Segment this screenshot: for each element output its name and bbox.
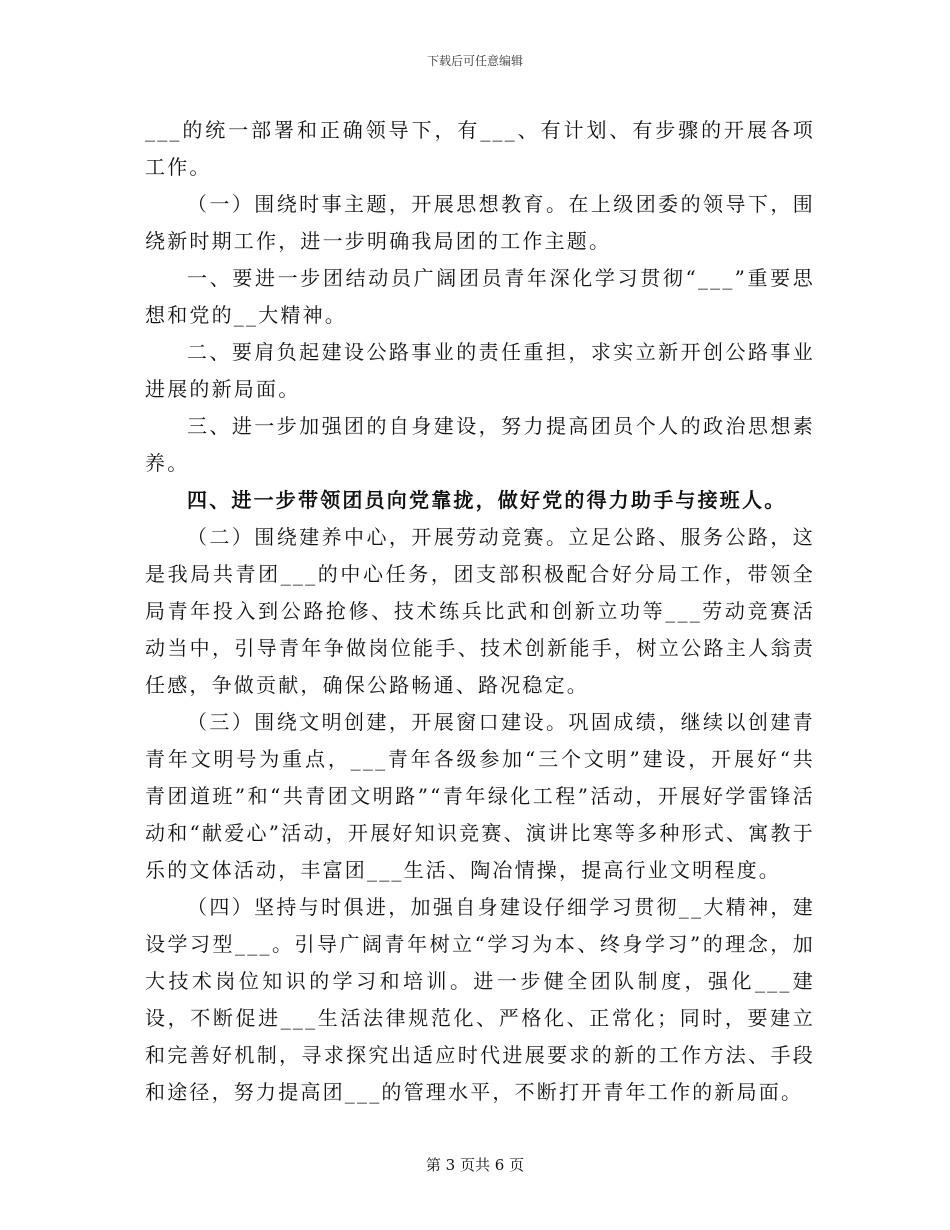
paragraph-section-3: （三）围绕文明创建，开展窗口建设。巩固成绩，继续以创建青青年文明号为重点，___青年各级参加“三个文明”建设，开展好“共青团道班”和“共青团文明路”“青年绿化工程”活动，开展好学雷锋活动和“献爱心”活动，开展好知识竞赛、演讲比寒等多种形式、寓教于乐的文体活动，丰富团___生活、陶冶情操，提高行业文明程度。 bbox=[145, 710, 815, 882]
document-body bbox=[145, 112, 815, 1111]
page-footer: 第 3 页共 6 页 bbox=[425, 1156, 525, 1174]
paragraph-item-3: 三、进一步加强团的自身建设，努力提高团员个人的政治思想素养。 bbox=[145, 414, 815, 475]
paragraph-item-4-bold: 四、进一步带领团员向党靠拢，做好党的得力助手与接班人。 bbox=[187, 488, 787, 512]
paragraph-section-2: （二）围绕建养中心，开展劳动竞赛。立足公路、服务公路，这是我局共青团___的中心任务，团支部积极配合好分局工作，带领全局青年投入到公路抢修、技术练兵比武和创新立功等___劳动竞赛活动当中，引导青年争做岗位能手、技术创新能手，树立公路主人翁责任感，争做贡献，确保公路畅通、路况稳定。 bbox=[145, 525, 815, 697]
paragraph-item-1: 一、要进一步团结动员广阔团员青年深化学习贯彻“___”重要思想和党的__大精神。 bbox=[145, 266, 815, 327]
paragraph-section-4: （四）坚持与时俱进，加强自身建设仔细学习贯彻__大精神，建设学习型___。引导广阔青年树立“学习为本、终身学习”的理念，加大技术岗位知识的学习和培训。进一步健全团队制度，强化___建设，不断促进___生活法律规范化、严格化、正常化；同时，要建立和完善好机制，寻求探究出适应时代进展要求的新的工作方法、手段和途径，努力提高团___的管理水平，不断打开青年工作的新局面。 bbox=[145, 895, 815, 1104]
paragraph-section-1: （一）围绕时事主题，开展思想教育。在上级团委的领导下，围绕新时期工作，进一步明确我局团的工作主题。 bbox=[145, 192, 815, 253]
page-header: 下载后可任意编辑 bbox=[426, 54, 523, 68]
paragraph-continuation: ___的统一部署和正确领导下，有___、有计划、有步骤的开展各项工作。 bbox=[145, 118, 815, 179]
paragraph-item-2: 二、要肩负起建设公路事业的责任重担，求实立新开创公路事业进展的新局面。 bbox=[145, 340, 815, 401]
